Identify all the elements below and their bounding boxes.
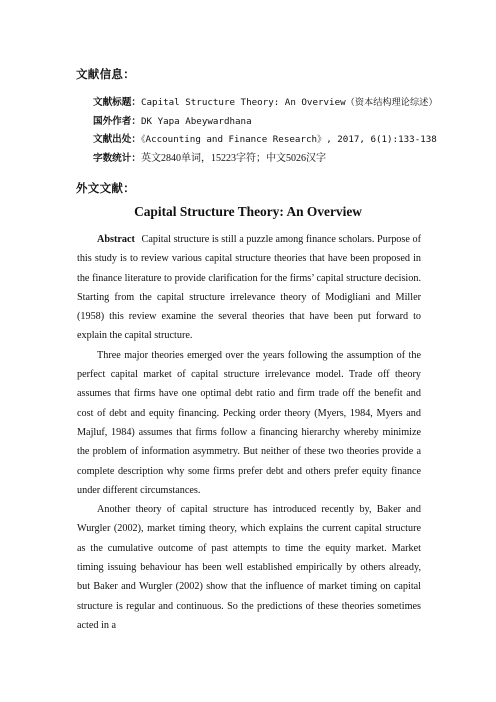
meta-value: 《Accounting and Finance Research》, 2017, 6(1):133-138	[140, 134, 437, 145]
paper-body	[77, 230, 421, 635]
meta-row-author	[93, 113, 473, 132]
meta-row-wordcount	[93, 150, 473, 169]
meta-label: 国外作者：	[93, 115, 141, 127]
meta-row-title	[93, 94, 473, 113]
meta-label: 文献标题：	[93, 97, 141, 108]
abstract-label: Abstract	[97, 234, 135, 245]
metadata-block	[93, 94, 473, 168]
abstract-paragraph	[77, 230, 421, 346]
meta-label: 文献出处：	[93, 134, 141, 145]
info-section-heading: 文献信息：	[76, 67, 135, 81]
foreign-section-heading: 外文文献：	[76, 181, 135, 195]
body-paragraph: Another theory of capital structure has introduced recently by, Baker and Wurgler (2002), market timing theory, which explains the current capital structure as the cumulative outcome of past attempts to time the equity market. Market timing issuing behaviour has been well established empirically by others already, but Baker and Wurgler (2002) show that the influence of market timing on capital structure is regular and continuous. So the predictions of these theories sometimes acted in a	[77, 504, 421, 631]
meta-value: 英文2840单词，15223字符；中文5026汉字	[140, 152, 326, 164]
abstract-text: Capital structure is still a puzzle among finance scholars. Purpose of this study is to review various capital structure theories that have been proposed in the finance literature to provide clarification for the firms’ capital structure decision. Starting from the capital structure irrelevance theory of Modigliani and Miller (1958) this review examine the several theories that have been put forward to explain the capital structure.	[77, 234, 421, 342]
meta-row-source	[93, 131, 473, 150]
meta-value: DK Yapa Abeywardhana	[140, 115, 252, 127]
paper-title: Capital Structure Theory: An Overview	[134, 204, 362, 219]
body-paragraph: Three major theories emerged over the years following the assumption of the perfect capital market of capital structure irrelevance model. Trade off theory assumes that firms have one optimal debt ratio and firm trade off the benefit and cost of debt and equity financing. Pecking order theory (Myers, 1984, Myers and Majluf, 1984) assumes that firms follow a financing hierarchy whereby minimize the problem of information asymmetry. But neither of these two theories provide a complete description why some firms prefer debt and others prefer equity finance under different circumstances.	[77, 349, 421, 496]
meta-label: 字数统计：	[93, 152, 141, 164]
meta-value: Capital Structure Theory: An Overview（资本结构理论综述）	[140, 97, 438, 108]
